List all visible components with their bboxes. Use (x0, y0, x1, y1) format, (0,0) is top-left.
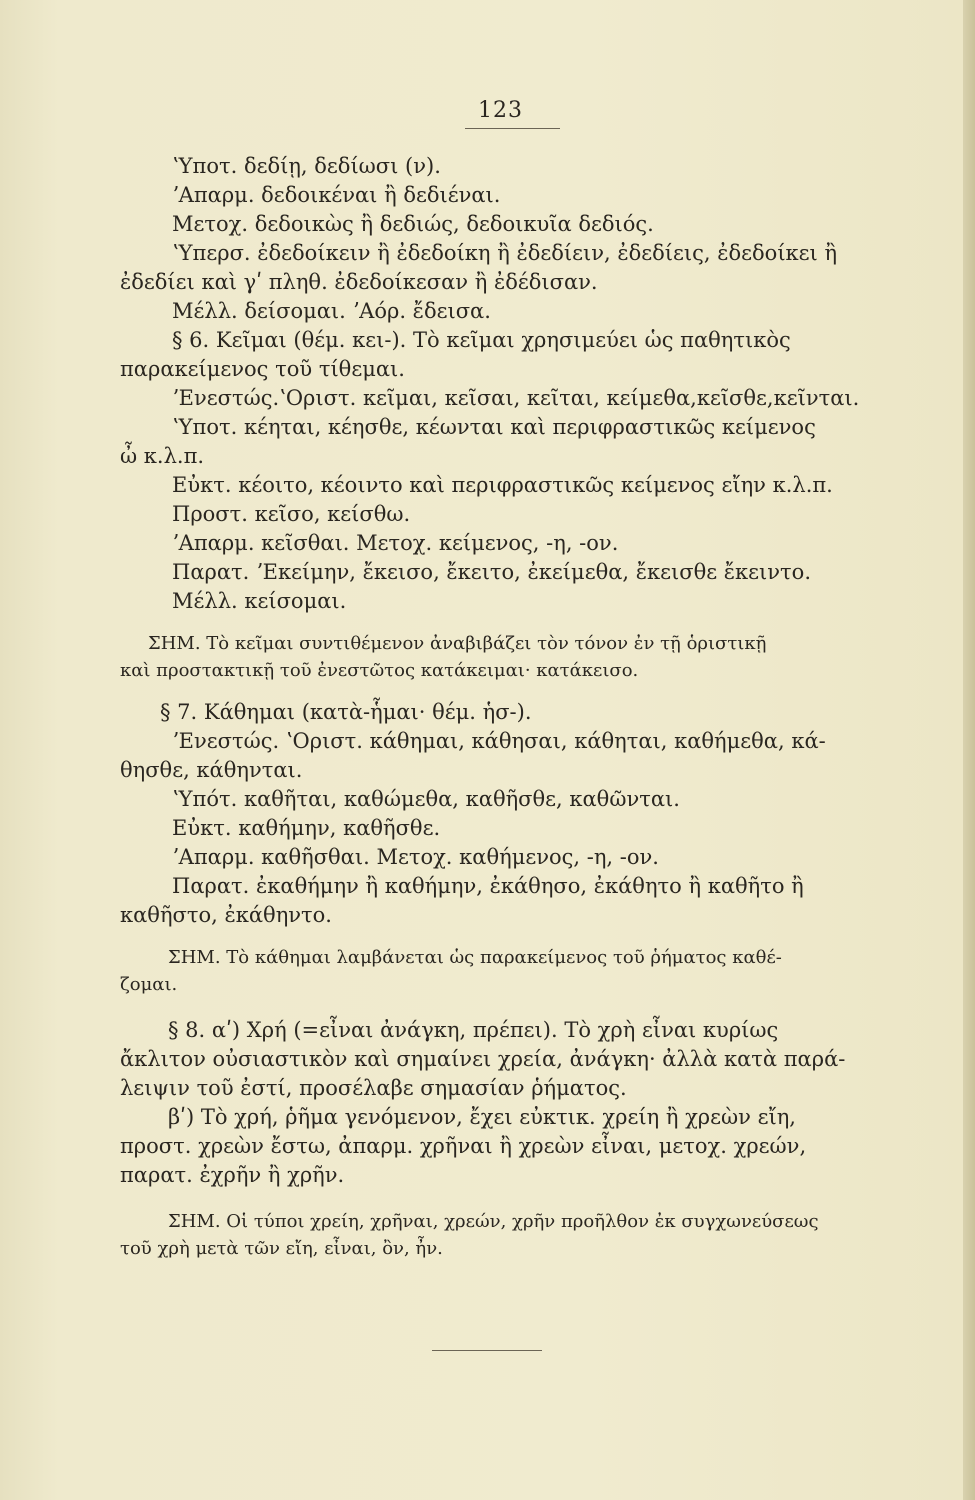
text-line: § 6. Κεῖμαι (θέμ. κει-). Τὸ κεῖμαι χρησιμεύει ὡς παθητικὸς (172, 328, 791, 352)
paragraph-gap (120, 616, 870, 630)
footer-rule (432, 1350, 542, 1351)
section-heading: § 8. αʹ) Χρή (=εἶναι ἀνάγκη, πρέπει). Τὸ χρὴ εἶναι κυρίως (168, 1018, 779, 1042)
section-heading: § 7. Κάθημαι (κατὰ-ἧμαι· θέμ. ἡσ-). (160, 700, 532, 724)
paragraph-gap (120, 684, 870, 698)
paragraph-gap (120, 1190, 870, 1208)
text-line: ʽΥποτ. κέηται, κέησθε, κέωνται καὶ περιφραστικῶς κείμενος (172, 415, 816, 439)
page-number: 123 (478, 98, 523, 123)
page-body (120, 152, 870, 1262)
text-line: θησθε, κάθηνται. (120, 758, 303, 782)
text-line: ʼΑπαρμ. δεδοικέναι ἢ δεδιέναι. (172, 183, 501, 207)
text-line: ʽΥπερσ. ἐδεδοίκειν ἢ ἐδεδοίκη ἢ ἐδεδίειν, ἐδεδίεις, ἐδεδοίκει ἢ (172, 241, 838, 265)
text-line: ʼΕνεστώς. ʽΟριστ. κάθημαι, κάθησαι, κάθηται, καθήμεθα, κά- (172, 729, 826, 753)
text-line: ἐδεδίει καὶ γʹ πληθ. ἐδεδοίκεσαν ἢ ἐδέδισαν. (120, 270, 598, 294)
text-line: Μέλλ. κείσομαι. (172, 589, 347, 613)
paragraph-gap (120, 930, 870, 944)
text-line: λειψιν τοῦ ἐστί, προσέλαβε σημασίαν ῥήματος. (120, 1076, 627, 1100)
note-line: ΣΗΜ. Τὸ κάθημαι λαμβάνεται ὡς παρακείμενος τοῦ ῥήματος καθέ- (168, 947, 782, 968)
text-line: ʽΥποτ. δεδίῃ, δεδίωσι (ν). (172, 154, 441, 178)
text-line: ʽΥπότ. καθῆται, καθώμεθα, καθῆσθε, καθῶνται. (172, 787, 680, 811)
text-line: ὦ κ.λ.π. (120, 444, 205, 468)
text-line: ἄκλιτον οὐσιαστικὸν καὶ σημαίνει χρεία, ἀνάγκη· ἀλλὰ κατὰ παρά- (120, 1047, 846, 1071)
text-line: βʹ) Τὸ χρή, ῥῆμα γενόμενον, ἔχει εὐκτικ. χρείη ἢ χρεὼν εἴη, (168, 1105, 796, 1129)
page-edge (963, 0, 975, 1500)
text-line: παρατ. ἐχρῆν ἢ χρῆν. (120, 1163, 345, 1187)
text-line: Προστ. κεῖσο, κείσθω. (172, 502, 411, 526)
text-line: καθῆστο, ἐκάθηντο. (120, 903, 332, 927)
text-line: ʼΑπαρμ. καθῆσθαι. Μετοχ. καθήμενος, -η, -ον. (172, 845, 659, 869)
text-line: Μέλλ. δείσομαι. ʼΑόρ. ἔδεισα. (172, 299, 491, 323)
text-line: Εὐκτ. κέοιτο, κέοιντο καὶ περιφραστικῶς κείμενος εἴην κ.λ.π. (172, 473, 833, 497)
text-line: Μετοχ. δεδοικὼς ἢ δεδιώς, δεδοικυῖα δεδιός. (172, 212, 654, 236)
note-line: ΣΗΜ. Οἱ τύποι χρείη, χρῆναι, χρεών, χρῆν προῆλθον ἐκ συγχωνεύσεως (168, 1211, 819, 1232)
note-line: ζομαι. (120, 974, 178, 995)
note-line: καὶ προστακτικῇ τοῦ ἐνεστῶτος κατάκειμαι· κατάκεισο. (120, 660, 639, 681)
note-line: ΣΗΜ. Τὸ κεῖμαι συντιθέμενον ἀναβιβάζει τὸν τόνον ἐν τῇ ὁριστικῇ (148, 633, 767, 654)
text-line: Παρατ. ʼΕκείμην, ἔκεισο, ἔκειτο, ἐκείμεθα, ἔκεισθε ἔκειντο. (172, 560, 811, 584)
text-line: Παρατ. ἐκαθήμην ἢ καθήμην, ἐκάθησο, ἐκάθητο ἢ καθῆτο ἢ (172, 874, 804, 898)
text-line: Εὐκτ. καθήμην, καθῆσθε. (172, 816, 441, 840)
text-line: προστ. χρεὼν ἔστω, ἀπαρμ. χρῆναι ἢ χρεὼν εἶναι, μετοχ. χρεών, (120, 1134, 807, 1158)
text-line: ʼΑπαρμ. κεῖσθαι. Μετοχ. κείμενος, -η, -ον. (172, 531, 619, 555)
note-line: τοῦ χρὴ μετὰ τῶν εἴη, εἶναι, ὂν, ἦν. (120, 1238, 443, 1259)
text-line: ʼΕνεστώς.ʽΟριστ. κεῖμαι, κεῖσαι, κεῖται, κείμεθα,κεῖσθε,κεῖνται. (172, 386, 860, 410)
paragraph-gap (120, 998, 870, 1016)
text-line: παρακείμενος τοῦ τίθεμαι. (120, 357, 405, 381)
header-rule (465, 128, 560, 129)
